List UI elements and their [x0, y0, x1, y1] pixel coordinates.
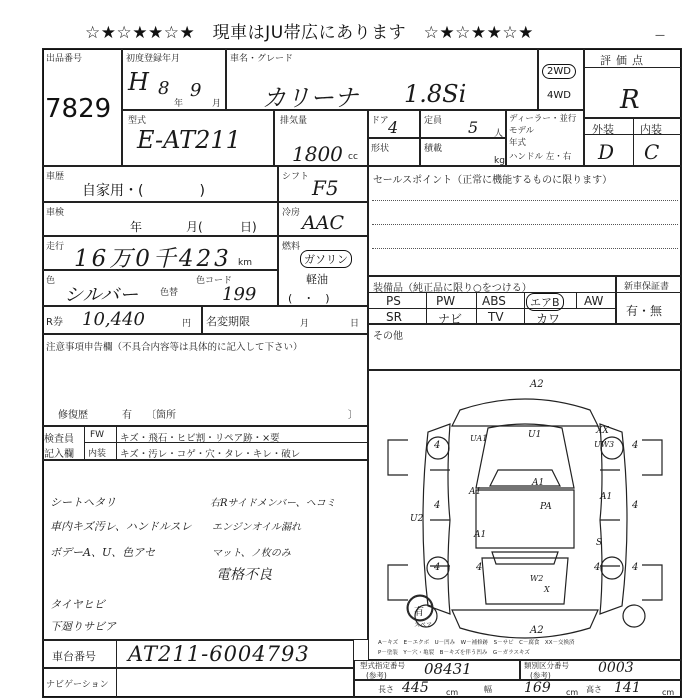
- dims-wid-unit: cm: [566, 688, 579, 697]
- mark-s: S: [596, 538, 603, 548]
- recycle-value: 10,440: [82, 309, 145, 330]
- remark-3: ボデーA、U、色アセ: [50, 546, 156, 559]
- reg-month-unit: 月: [212, 99, 222, 109]
- mileage-unit: km: [238, 258, 252, 268]
- banner: ☆★☆★★☆★ 現車はJU帯広にあります ☆★☆★★☆★: [85, 23, 534, 43]
- ac-label: 冷房: [282, 208, 301, 218]
- ext-score: D: [598, 140, 615, 164]
- equip-airbag: エアB: [526, 293, 564, 311]
- warranty-value: 有・無: [626, 304, 663, 318]
- mark-xx: XX: [596, 426, 609, 436]
- mark-a2-top: A2: [530, 379, 544, 390]
- drive-4wd: 4WD: [547, 90, 571, 101]
- seats-unit: 人: [494, 129, 504, 139]
- mark-pa: PA: [540, 502, 552, 512]
- mark-a1-right: A1: [600, 492, 613, 502]
- namechange-label: 名変期限: [206, 315, 250, 328]
- tire-rl: 4: [434, 562, 441, 573]
- color-code-label: 色コード: [196, 276, 233, 286]
- reg-year-unit: 年: [174, 99, 184, 109]
- dims-wid: 169: [524, 680, 551, 696]
- doors-value: 4: [388, 118, 399, 137]
- remark-2: 車内キズ汚レ、ハンドルスレ: [50, 520, 192, 533]
- mark-ua1: UA1: [470, 434, 488, 443]
- reg-year: 8: [158, 78, 170, 99]
- int-label: 内装: [640, 123, 662, 136]
- repair-value: 有: [122, 410, 132, 421]
- model-label: 車名・グレード: [230, 54, 294, 64]
- banner-tail: —: [655, 30, 665, 41]
- classnum-label2: (参考): [530, 671, 551, 680]
- spare-value: 有: [414, 607, 424, 618]
- equip-navi: ナビ: [438, 312, 463, 326]
- mark-u1-hood: U1: [528, 430, 542, 440]
- nav-label: ナビゲーション: [46, 680, 109, 690]
- namechange-month: 月: [300, 319, 310, 329]
- mark-x: X: [544, 585, 550, 594]
- mark-a2-bottom: A2: [530, 625, 544, 636]
- repair-bracket: 〔箇所: [146, 410, 176, 421]
- shaken-year: 年: [130, 220, 143, 234]
- notes-label: 注意事項申告欄（不具合内容等は具体的に記入して下さい）: [46, 342, 303, 353]
- type-value: E-AT211: [137, 126, 241, 154]
- type-label: 型式: [128, 116, 147, 126]
- load-label: 積載: [424, 144, 443, 154]
- dealer-l3: 年式: [509, 138, 527, 148]
- equip-leather: カワ: [536, 312, 561, 326]
- disp-unit: cc: [348, 152, 358, 162]
- tire-r2: 4: [632, 500, 639, 511]
- inspect-fw-items: キズ・飛石・ヒビ割・リペア跡・×要: [120, 433, 280, 444]
- equip-ps: PS: [386, 294, 401, 308]
- specnum-label1: 型式指定番号: [360, 661, 405, 670]
- inspect-int-items: キズ・汚レ・コゲ・穴・タレ・キレ・破レ: [120, 449, 301, 460]
- classnum-label1: 類別区分番号: [524, 661, 569, 670]
- mark-w2: W2: [530, 574, 544, 583]
- remark-1: シートヘタリ: [50, 496, 116, 509]
- mileage-label: 走行: [46, 242, 65, 252]
- equip-pw: PW: [436, 294, 456, 308]
- reg-label: 初度登録年月: [126, 54, 181, 64]
- equip-tv: TV: [488, 310, 504, 324]
- remark-right-2: エンジンオイル漏れ: [212, 522, 301, 533]
- eval-label: 評価点: [600, 54, 648, 67]
- dims-hei: 141: [614, 680, 641, 696]
- warranty-label: 新車保証書: [624, 282, 670, 292]
- dealer-l4: ハンドル 左・右: [509, 152, 572, 162]
- remark-right-4: 電格不良: [216, 567, 272, 583]
- remark-right-1: 右Rサイドメンバー、ヘコミ: [210, 498, 336, 509]
- equip-label: 装備品（純正品に限り○をつける）: [373, 283, 532, 294]
- sales-label: セールスポイント（正常に機能するものに限ります）: [373, 175, 613, 186]
- lot-label: 出品番号: [46, 54, 83, 64]
- shaken-month: 月(: [186, 220, 203, 234]
- inspect-label2: 記入欄: [44, 449, 74, 460]
- int-score: C: [644, 140, 660, 164]
- mark-a1-center: A1: [532, 478, 545, 488]
- lot-number: 7829: [45, 94, 112, 124]
- tire-l2: 4: [434, 500, 441, 511]
- dims-len: 445: [402, 680, 429, 696]
- dims-len-label: 長さ: [378, 685, 394, 694]
- spare-label: スペア: [414, 622, 433, 629]
- disp-value: 1800: [292, 142, 343, 166]
- history-label: 車歴: [46, 172, 65, 182]
- tire-r3: 4: [594, 562, 601, 573]
- recycle-unit: 円: [182, 319, 192, 329]
- ac-value: AAC: [302, 212, 344, 234]
- eval-score: R: [620, 85, 640, 115]
- dims-hei-label: 高さ: [586, 685, 602, 694]
- remark-right-3: マット、ノ枚のみ: [212, 548, 291, 559]
- shift-value: F5: [312, 176, 339, 200]
- load-unit: kg: [494, 156, 505, 166]
- recycle-label: R券: [46, 317, 63, 328]
- inspect-fw: FW: [90, 430, 105, 440]
- color-label: 色: [46, 276, 56, 286]
- dealer-l1: ディーラー・並行: [509, 114, 577, 124]
- remark-4: タイヤヒビ: [50, 598, 105, 611]
- history-value: 自家用・( ): [82, 183, 205, 199]
- reg-era: H: [128, 68, 149, 96]
- repair-label: 修復歴: [58, 410, 88, 421]
- shaken-label: 車検: [46, 208, 65, 218]
- ext-label: 外装: [592, 123, 614, 136]
- specnum-value: 08431: [424, 660, 472, 678]
- mark-a1-left: A1: [469, 487, 482, 497]
- inspect-label1: 検査員: [44, 434, 74, 445]
- fuel-gasoline: ガソリン: [300, 250, 352, 268]
- color-code: 199: [222, 284, 257, 305]
- drive-2wd: 2WD: [542, 64, 576, 79]
- other-label: その他: [373, 331, 403, 342]
- mark-uw3: UW3: [594, 440, 615, 449]
- dims-len-unit: cm: [446, 688, 459, 697]
- mark-u2: U2: [410, 514, 424, 524]
- equip-abs: ABS: [482, 294, 506, 308]
- shape-label: 形状: [371, 144, 390, 154]
- inspect-int: 内装: [88, 449, 107, 459]
- reg-month: 9: [190, 80, 202, 101]
- fuel-label: 燃料: [282, 242, 301, 252]
- mileage-value: 16万0千423: [74, 246, 232, 272]
- dealer-l2: モデル: [509, 126, 535, 136]
- classnum-value: 0003: [598, 660, 634, 676]
- disp-label: 排気量: [280, 116, 308, 126]
- tire-fl: 4: [434, 440, 441, 451]
- legend-line2: P－塗装 Y－穴・亀裂 B－キズを伴う凹み G－ガラスキズ: [378, 650, 530, 656]
- equip-sr: SR: [386, 310, 402, 324]
- other-cell: [368, 324, 682, 370]
- specnum-label2: (参考): [366, 671, 387, 680]
- repair-bracket-end: 〕: [348, 410, 358, 421]
- tire-l3: 4: [476, 562, 483, 573]
- fuel-other: ( ・ ): [288, 292, 330, 305]
- legend-line1: A－キズ E－エクボ U－凹み W－補修跡 S－サビ C－腐食 XX－交換済: [378, 640, 575, 646]
- seats-label: 定員: [424, 116, 443, 126]
- namechange-day: 日: [350, 319, 360, 329]
- dims-hei-unit: cm: [662, 688, 675, 697]
- remark-5: 下廻りサビア: [50, 620, 116, 633]
- shift-label: シフト: [282, 172, 310, 182]
- shaken-day: 日): [240, 220, 257, 234]
- fuel-diesel: 軽油: [306, 273, 328, 286]
- color-value: シルバー: [64, 284, 139, 306]
- equip-aw: AW: [584, 294, 604, 308]
- seats-value: 5: [468, 118, 479, 137]
- color-change-label: 色替: [160, 288, 179, 298]
- chassis-label: 車台番号: [52, 650, 96, 663]
- doors-label: ドア: [371, 116, 389, 126]
- tire-fr: 4: [632, 440, 639, 451]
- tire-rr: 4: [632, 562, 639, 573]
- mark-a1-lower: A1: [474, 530, 487, 540]
- model-name: カリーナ: [262, 84, 358, 112]
- model-grade: 1.8Si: [404, 80, 467, 108]
- dims-wid-label: 幅: [484, 685, 492, 694]
- chassis-value: AT211-6004793: [128, 642, 310, 666]
